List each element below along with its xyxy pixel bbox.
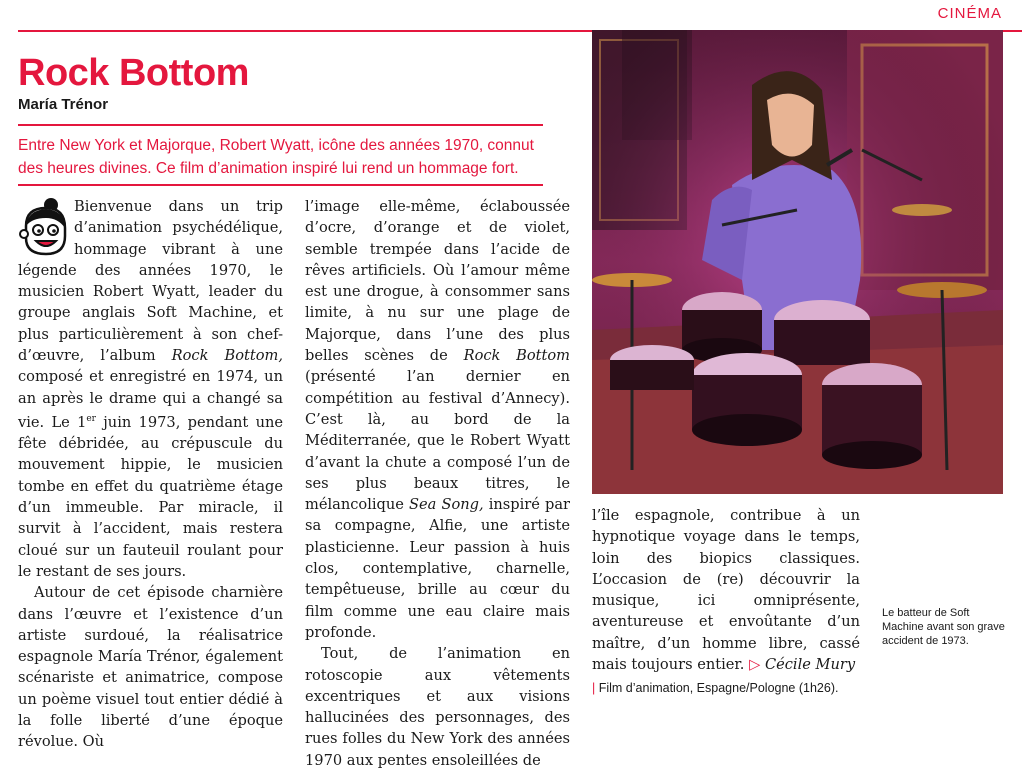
credits-text: Film d’animation, Espagne/Pologne (1h26). xyxy=(598,681,839,696)
cartoon-face-icon xyxy=(18,196,70,258)
lede-bottom-rule xyxy=(18,184,543,186)
paragraph-text: composé et enregistré en 1974, un an après le drame qui a changé sa vie. Le 1 xyxy=(18,368,283,431)
article-photo xyxy=(592,30,1003,494)
song-title: Sea Song, xyxy=(409,496,484,514)
paragraph xyxy=(305,196,570,643)
paragraph xyxy=(18,196,283,582)
photo-caption: Le batteur de Soft Machine avant son grave accident de 1973. xyxy=(882,607,1005,647)
section-label: CINÉMA xyxy=(937,5,1002,22)
column-2 xyxy=(305,196,570,771)
column-3 xyxy=(592,505,860,700)
credits-bar: | xyxy=(592,681,596,696)
signature: Cécile Mury xyxy=(764,656,856,674)
album-title: Rock Bottom, xyxy=(171,347,283,365)
lede-top-rule xyxy=(18,124,543,126)
article-author: María Trénor xyxy=(18,96,109,113)
film-credits xyxy=(592,678,860,699)
paragraph: Autour de cet épisode charnière dans l’œuvre et l’existence d’un artiste surdoué, la réalisatrice espagnole María Trénor, également scénariste et animatrice, compose un poème visuel tout entier dédié à la folle liberté d’une époque révolue. Où xyxy=(18,584,283,751)
column-1 xyxy=(18,196,283,753)
paragraph-text: inspiré par sa compagne, Alfie, une artiste plasticienne. Leur passion à huis clos, contemplative, charnelle, tempêtueuse, brille au cœur du film comme une eau claire mais profonde. xyxy=(305,496,570,641)
paragraph-text: (présenté l’an dernier en compétition au festival d’Annecy). C’est là, au bord de la Méditerranée, que le Robert Wyatt d’avant la chute a composé l’un de ses plus beaux titres, le mélancolique xyxy=(305,368,570,514)
paragraph-text: l’île espagnole, contribue à un hypnotique voyage dans le temps, loin des biopics classiques. L’occasion de (re) découvrir la musique, ici omniprésente, aventureuse et envoûtante d’un maître, d’un homme libre, cassé mais toujours entier. xyxy=(592,507,860,674)
signature-marker: ▷ xyxy=(749,656,761,674)
article-title: Rock Bottom xyxy=(18,52,249,94)
superscript: er xyxy=(86,413,96,424)
paragraph: Tout, de l’animation en rotoscopie aux vêtements excentriques et aux visions hallucinées des personnages, des rues folles du New York des années 1970 aux pentes ensoleillées de xyxy=(305,645,570,769)
paragraph-text: juin 1973, pendant une fête débridée, au crépuscule du mouvement hippie, le musicien tombe en effet du quatrième étage d’un immeuble. Par miracle, il survit à l’accident, mais restera cloué sur un fauteuil roulant pour le restant de ses jours. xyxy=(18,413,283,580)
paragraph-text: l’image elle-même, éclaboussée d’ocre, d’orange et de violet, semble trempée dans l’acide de rêves artificiels. Où l’amour même est une drogue, à consommer sans limite, à nu sur une plage de Majorque, dans l’une des plus belles scènes de xyxy=(305,198,570,365)
article-lede: Entre New York et Majorque, Robert Wyatt, icône des années 1970, connut des heures divines. Ce film d’animation inspiré lui rend un hommage fort. xyxy=(18,137,534,177)
paragraph-text: Bienvenue dans un trip d’animation psychédélique, hommage vibrant à une légende des années 1970, le musicien Robert Wyatt, leader du groupe anglais Soft Machine, et plus particulièrement à son chef-d’œuvre, l’album xyxy=(18,198,283,365)
paragraph xyxy=(592,505,860,675)
film-title: Rock Bottom xyxy=(463,347,571,365)
